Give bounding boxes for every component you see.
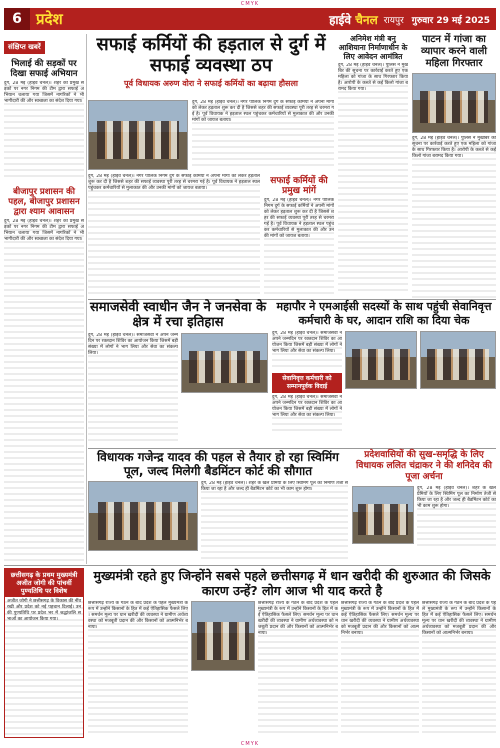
lead-headline: सफाई कर्मियों की हड़ताल से दुर्ग में सफाई व्यवस्था ठप bbox=[96, 34, 326, 76]
issue-date: गुरुवार 29 मई 2025 bbox=[411, 15, 490, 26]
mayor-photo-1 bbox=[345, 331, 417, 389]
shanidev-body: दुर्ग, 28 मई (हाईवे चैनल)। शहर के खेल प्रेमियों के लिए स्विमिंग पूल का निर्माण तेजी से किया जा रहा है और जल्द ही बैडमिंटन कोर्ट का भी काम शुरू होगा। bbox=[417, 486, 496, 550]
column-divider bbox=[86, 34, 87, 564]
right-story-body: दुर्ग, 28 मई (हाईवे चैनल)। पुलिस ने मुखबिर की सूचना पर कार्रवाई करते हुए एक महिला को गांजा के साथ गिरफ्तार किया है। आरोपी के कब्जे से कई किलो गांजा बरामद किया गया। bbox=[338, 63, 408, 293]
mayor-highlight-box: सेवानिवृत्त कर्मचारी को सम्मानपूर्वक विदाई bbox=[272, 373, 342, 393]
brand-name-a: हाईवे bbox=[329, 12, 352, 27]
shanidev-story bbox=[352, 450, 496, 550]
arrest-photo bbox=[412, 73, 496, 133]
left-brief-column bbox=[4, 34, 84, 564]
swimming-pool-headline: विधायक गजेन्द्र यादव की पहल से तैयार हो रहा स्विमिंग पूल, जल्द मिलेगी बैडमिंटन कोर्ट की सौगात bbox=[97, 450, 339, 478]
page-masthead bbox=[4, 8, 496, 30]
mayor-headline: महापौर ने एमआईसी सदस्यों के साथ पहुंची सेवानिवृत्त कर्मचारी के घर, आदान राशि का दिया चेक bbox=[276, 300, 492, 327]
brief-headline-1: भिलाई की सड़कों पर दिखा सफाई अभियान bbox=[10, 59, 78, 79]
arrest-story-body: दुर्ग, 28 मई (हाईवे चैनल)। पुलिस ने मुखबिर की सूचना पर कार्रवाई करते हुए एक महिला को गांजा के साथ गिरफ्तार किया है। आरोपी के कब्जे से कई किलो गांजा बरामद किया गया। bbox=[412, 136, 496, 302]
lead-body: दुर्ग, 28 मई (हाईवे चैनल)। नगर पालिक निगम दुर्ग के सफाई कर्मियों ने अपनी मांगों को लेकर हड़ताल शुरू कर दी है जिससे शहर की सफाई व्यवस्था पूरी तरह से चरमरा गई है। पूर्व विधायक ने हड़ताल स्थल पहुंचकर कर्मचारियों से मुलाकात की और उनकी मांगों को जायज बताया। bbox=[88, 174, 260, 298]
lead-subhead: सफाई कर्मियों की प्रमुख मांगें bbox=[270, 176, 328, 196]
print-registration-mark-bottom: CMYK bbox=[240, 741, 260, 747]
lead-subheadline: पूर्व विधायक अरुण वोरा ने सफाई कर्मियों का बढ़ाया हौसला bbox=[124, 79, 298, 88]
social-worker-photo bbox=[181, 333, 268, 393]
mayor-story bbox=[272, 300, 496, 435]
swimming-pool-photo bbox=[88, 481, 198, 551]
swimming-pool-story bbox=[88, 450, 348, 561]
lead-photo bbox=[88, 100, 188, 170]
edition-city: रायपुर bbox=[383, 15, 404, 26]
bottom-body-4: छत्तीसगढ़ राज्य के गठन के बाद प्रदेश के पहले मुख्यमंत्री के रूप में उन्होंने किसानों के हित में कई ऐतिहासिक फैसले लिए। समर्थन मूल्य पर धान खरीदी की व्यवस्था ने ग्रामीण अर्थव्यवस्था को मजबूती प्रदान की और किसानों को आत्मनिर्भर बनाया। bbox=[422, 601, 496, 736]
shanidev-photo bbox=[352, 486, 414, 544]
section-title: प्रदेश bbox=[36, 10, 63, 28]
brief-body-1: दुर्ग, 28 मई (हाईवे चैनल)। शहर की प्रमुख सड़कों पर नगर निगम की टीम द्वारा सफाई अभियान चलाया गया जिसमें नागरिकों ने भी भागीदारी की और स्वच्छता का संदेश दिया गया। bbox=[4, 81, 84, 181]
social-worker-story bbox=[88, 300, 268, 445]
bottom-portrait-photo bbox=[191, 601, 255, 671]
mayor-body-2: दुर्ग, 28 मई (हाईवे चैनल)। समाजसेवी ने अपने जन्मदिन पर रक्तदान शिविर का आयोजन किया जिसमें बड़ी संख्या में लोगों ने भाग लिया और सेवा का संकल्प लिया। bbox=[272, 395, 342, 435]
bottom-body-3: छत्तीसगढ़ राज्य के गठन के बाद प्रदेश के पहले मुख्यमंत्री के रूप में उन्होंने किसानों के हित में कई ऐतिहासिक फैसले लिए। समर्थन मूल्य पर धान खरीदी की व्यवस्था ने ग्रामीण अर्थव्यवस्था को मजबूती प्रदान की और किसानों को आत्मनिर्भर बनाया। bbox=[341, 601, 419, 736]
bottom-headline: मुख्यमंत्री रहते हुए जिन्होंने सबसे पहले छत्तीसगढ़ में धान खरीदी की शुरुआत की जिसके कारण उन्हें? लोग आज भी याद करते है bbox=[93, 568, 491, 598]
swimming-pool-body: दुर्ग, 28 मई (हाईवे चैनल)। शहर के खेल प्रेमियों के लिए स्विमिंग पूल का निर्माण तेजी से किया जा रहा है और जल्द ही बैडमिंटन कोर्ट का भी काम शुरू होगा। bbox=[201, 481, 348, 561]
row-divider bbox=[4, 565, 496, 566]
right-story-headline: अनिमेश मंत्री बनु आशियाना निर्माणाधीन के लिए आवेदन आमंत्रित bbox=[338, 34, 408, 61]
lead-body-top: दुर्ग, 28 मई (हाईवे चैनल)। नगर पालिक निगम दुर्ग के सफाई कर्मियों ने अपनी मांगों को लेकर हड़ताल शुरू कर दी है जिससे शहर की सफाई व्यवस्था पूरी तरह से चरमरा गई है। पूर्व विधायक ने हड़ताल स्थल पहुंचकर कर्मचारियों से मुलाकात की और उनकी मांगों को जायज बताया। bbox=[192, 100, 334, 170]
arrest-story bbox=[412, 34, 496, 300]
print-registration-mark: CMYK bbox=[240, 1, 260, 7]
mayor-photo-2 bbox=[420, 331, 496, 389]
social-worker-body: दुर्ग, 28 मई (हाईवे चैनल)। समाजसेवी ने अपने जन्मदिन पर रक्तदान शिविर का आयोजन किया जिसमें बड़ी संख्या में लोगों ने भाग लिया और सेवा का संकल्प लिया। bbox=[88, 333, 178, 445]
brief-headline-2: बीजापुर प्रशासन की पहल, बीजापुर प्रशासन द्वारा श्याम आवासन bbox=[8, 187, 80, 217]
anniversary-headline: छत्तीसगढ़ के प्रथम मुख्यमंत्री अजीत जोगी की पांचवीं पुण्यतिथि पर विशेष bbox=[5, 569, 83, 597]
brand-logo bbox=[329, 11, 384, 28]
row-divider bbox=[88, 448, 496, 449]
lead-story bbox=[88, 34, 334, 89]
social-worker-headline: समाजसेवी स्वाधीन जैन ने जनसेवा के क्षेत्र में रचा इतिहास bbox=[89, 300, 267, 330]
shanidev-headline: प्रदेशवासियों की सुख-समृद्धि के लिए विधायक ललित चंद्राकर ने की शनिदेव की पूजा अर्चना bbox=[356, 450, 492, 482]
arrest-story-headline: पाटन में गांजा का व्यापार करने वाली महिला गिरफ्तार bbox=[421, 34, 487, 69]
page-number: 6 bbox=[4, 8, 30, 30]
briefs-tag: संक्षिप्त खबरें bbox=[4, 41, 45, 54]
bottom-story bbox=[88, 568, 496, 736]
mayor-body: दुर्ग, 28 मई (हाईवे चैनल)। समाजसेवी ने अपने जन्मदिन पर रक्तदान शिविर का आयोजन किया जिसमें बड़ी संख्या में लोगों ने भाग लिया और सेवा का संकल्प लिया। bbox=[272, 331, 342, 371]
anniversary-body: अजीत जोगी ने छत्तीसगढ़ के विकास की नींव रखी और प्रदेश को नई पहचान दिलाई। उनकी पुण्यतिथि पर प्रदेश भर में श्रद्धांजलि सभाओं का आयोजन किया गया। bbox=[5, 597, 83, 737]
brief-body-2: दुर्ग, 28 मई (हाईवे चैनल)। शहर की प्रमुख सड़कों पर नगर निगम की टीम द्वारा सफाई अभियान चलाया गया जिसमें नागरिकों ने भी भागीदारी की और स्वच्छता का संदेश दिया गया। bbox=[4, 219, 84, 564]
bottom-body-2: छत्तीसगढ़ राज्य के गठन के बाद प्रदेश के पहले मुख्यमंत्री के रूप में उन्होंने किसानों के हित में कई ऐतिहासिक फैसले लिए। समर्थन मूल्य पर धान खरीदी की व्यवस्था ने ग्रामीण अर्थव्यवस्था को मजबूती प्रदान की और किसानों को आत्मनिर्भर बनाया। bbox=[258, 601, 338, 736]
lead-body-side: दुर्ग, 28 मई (हाईवे चैनल)। नगर पालिक निगम दुर्ग के सफाई कर्मियों ने अपनी मांगों को लेकर हड़ताल शुरू कर दी है जिससे शहर की सफाई व्यवस्था पूरी तरह से चरमरा गई है। पूर्व विधायक ने हड़ताल स्थल पहुंचकर कर्मचारियों से मुलाकात की और उनकी मांगों को जायज बताया। bbox=[264, 198, 334, 298]
brand-name-b: चैनल bbox=[355, 12, 378, 27]
bottom-body-1: छत्तीसगढ़ राज्य के गठन के बाद प्रदेश के पहले मुख्यमंत्री के रूप में उन्होंने किसानों के हित में कई ऐतिहासिक फैसले लिए। समर्थन मूल्य पर धान खरीदी की व्यवस्था ने ग्रामीण अर्थव्यवस्था को मजबूती प्रदान की और किसानों को आत्मनिर्भर बनाया। bbox=[88, 601, 188, 736]
anniversary-special-box bbox=[4, 568, 84, 738]
right-story-column bbox=[338, 34, 408, 300]
